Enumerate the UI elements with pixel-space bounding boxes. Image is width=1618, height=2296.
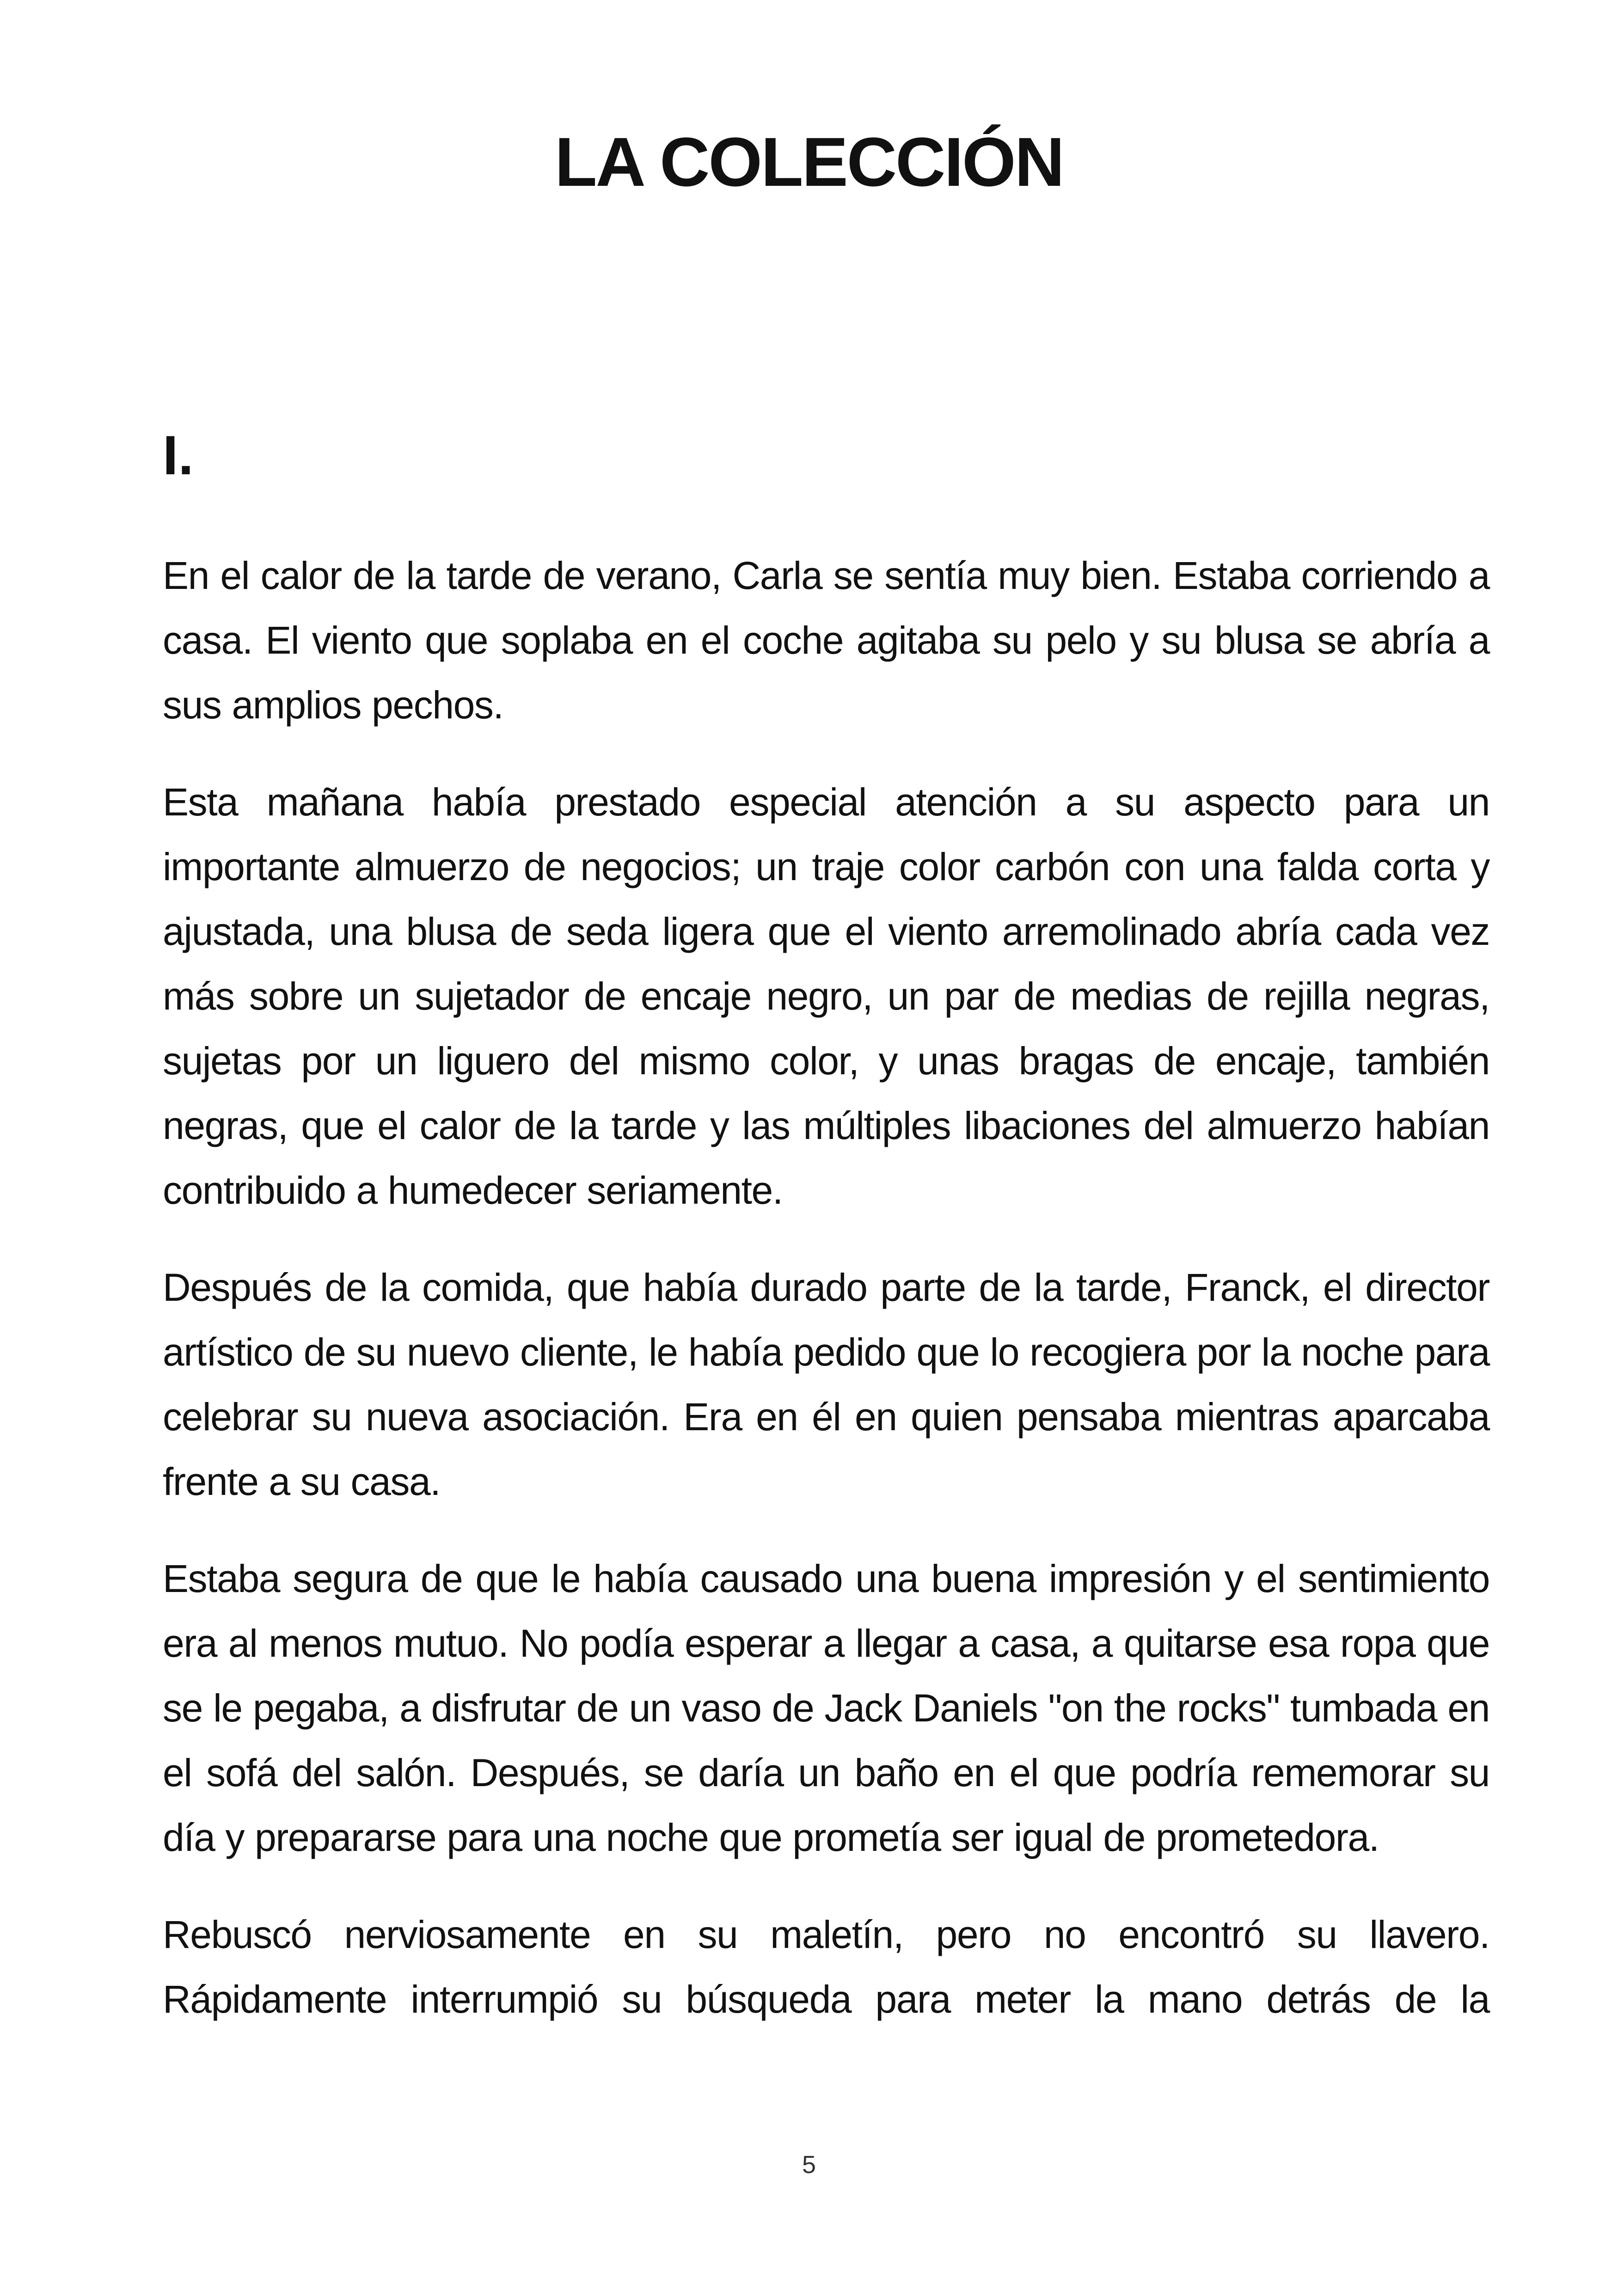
chapter-heading: I. [163, 424, 194, 486]
body-text [163, 543, 1489, 2032]
paragraph: En el calor de la tarde de verano, Carla se sentía muy bien. Estaba corriendo a casa. El viento que soplaba en el coche agitaba su pelo y su blusa se abría a sus amplios pechos. [163, 554, 1489, 727]
page-title: LA COLECCIÓN [554, 123, 1064, 201]
paragraph: Esta mañana había prestado especial atención a su aspecto para un importante almuerzo de negocios; un traje color carbón con una falda corta y ajustada, una blusa de seda ligera que el viento arremolinado abría cada vez más sobre un sujetador de encaje negro, un par de medias de rejilla negras, sujetas por un liguero del mismo color, y unas bragas de encaje, también negras, que el calor de la tarde y las múltiples libaciones del almuerzo habían contribuido a humedecer seriamente. [163, 780, 1489, 1212]
paragraph: Después de la comida, que había durado parte de la tarde, Franck, el director artístico de su nuevo cliente, le había pedido que lo recogiera por la noche para celebrar su nueva asociación. Era en él en quien pensaba mientras aparcaba frente a su casa. [163, 1266, 1489, 1503]
paragraph: Rebuscó nerviosamente en su maletín, pero no encontró su llavero. Rápidamente interrumpió su búsqueda para meter la mano detrás de la [163, 1913, 1489, 2021]
page-number: 5 [802, 2151, 816, 2179]
paragraph: Estaba segura de que le había causado una buena impresión y el sentimiento era al menos mutuo. No podía esperar a llegar a casa, a quitarse esa ropa que se le pegaba, a disfrutar de un vaso de Jack Daniels "on the rocks" tumbada en el sofá del salón. Después, se daría un baño en el que podría rememorar su día y prepararse para una noche que prometía ser igual de prometedora. [163, 1557, 1489, 1859]
